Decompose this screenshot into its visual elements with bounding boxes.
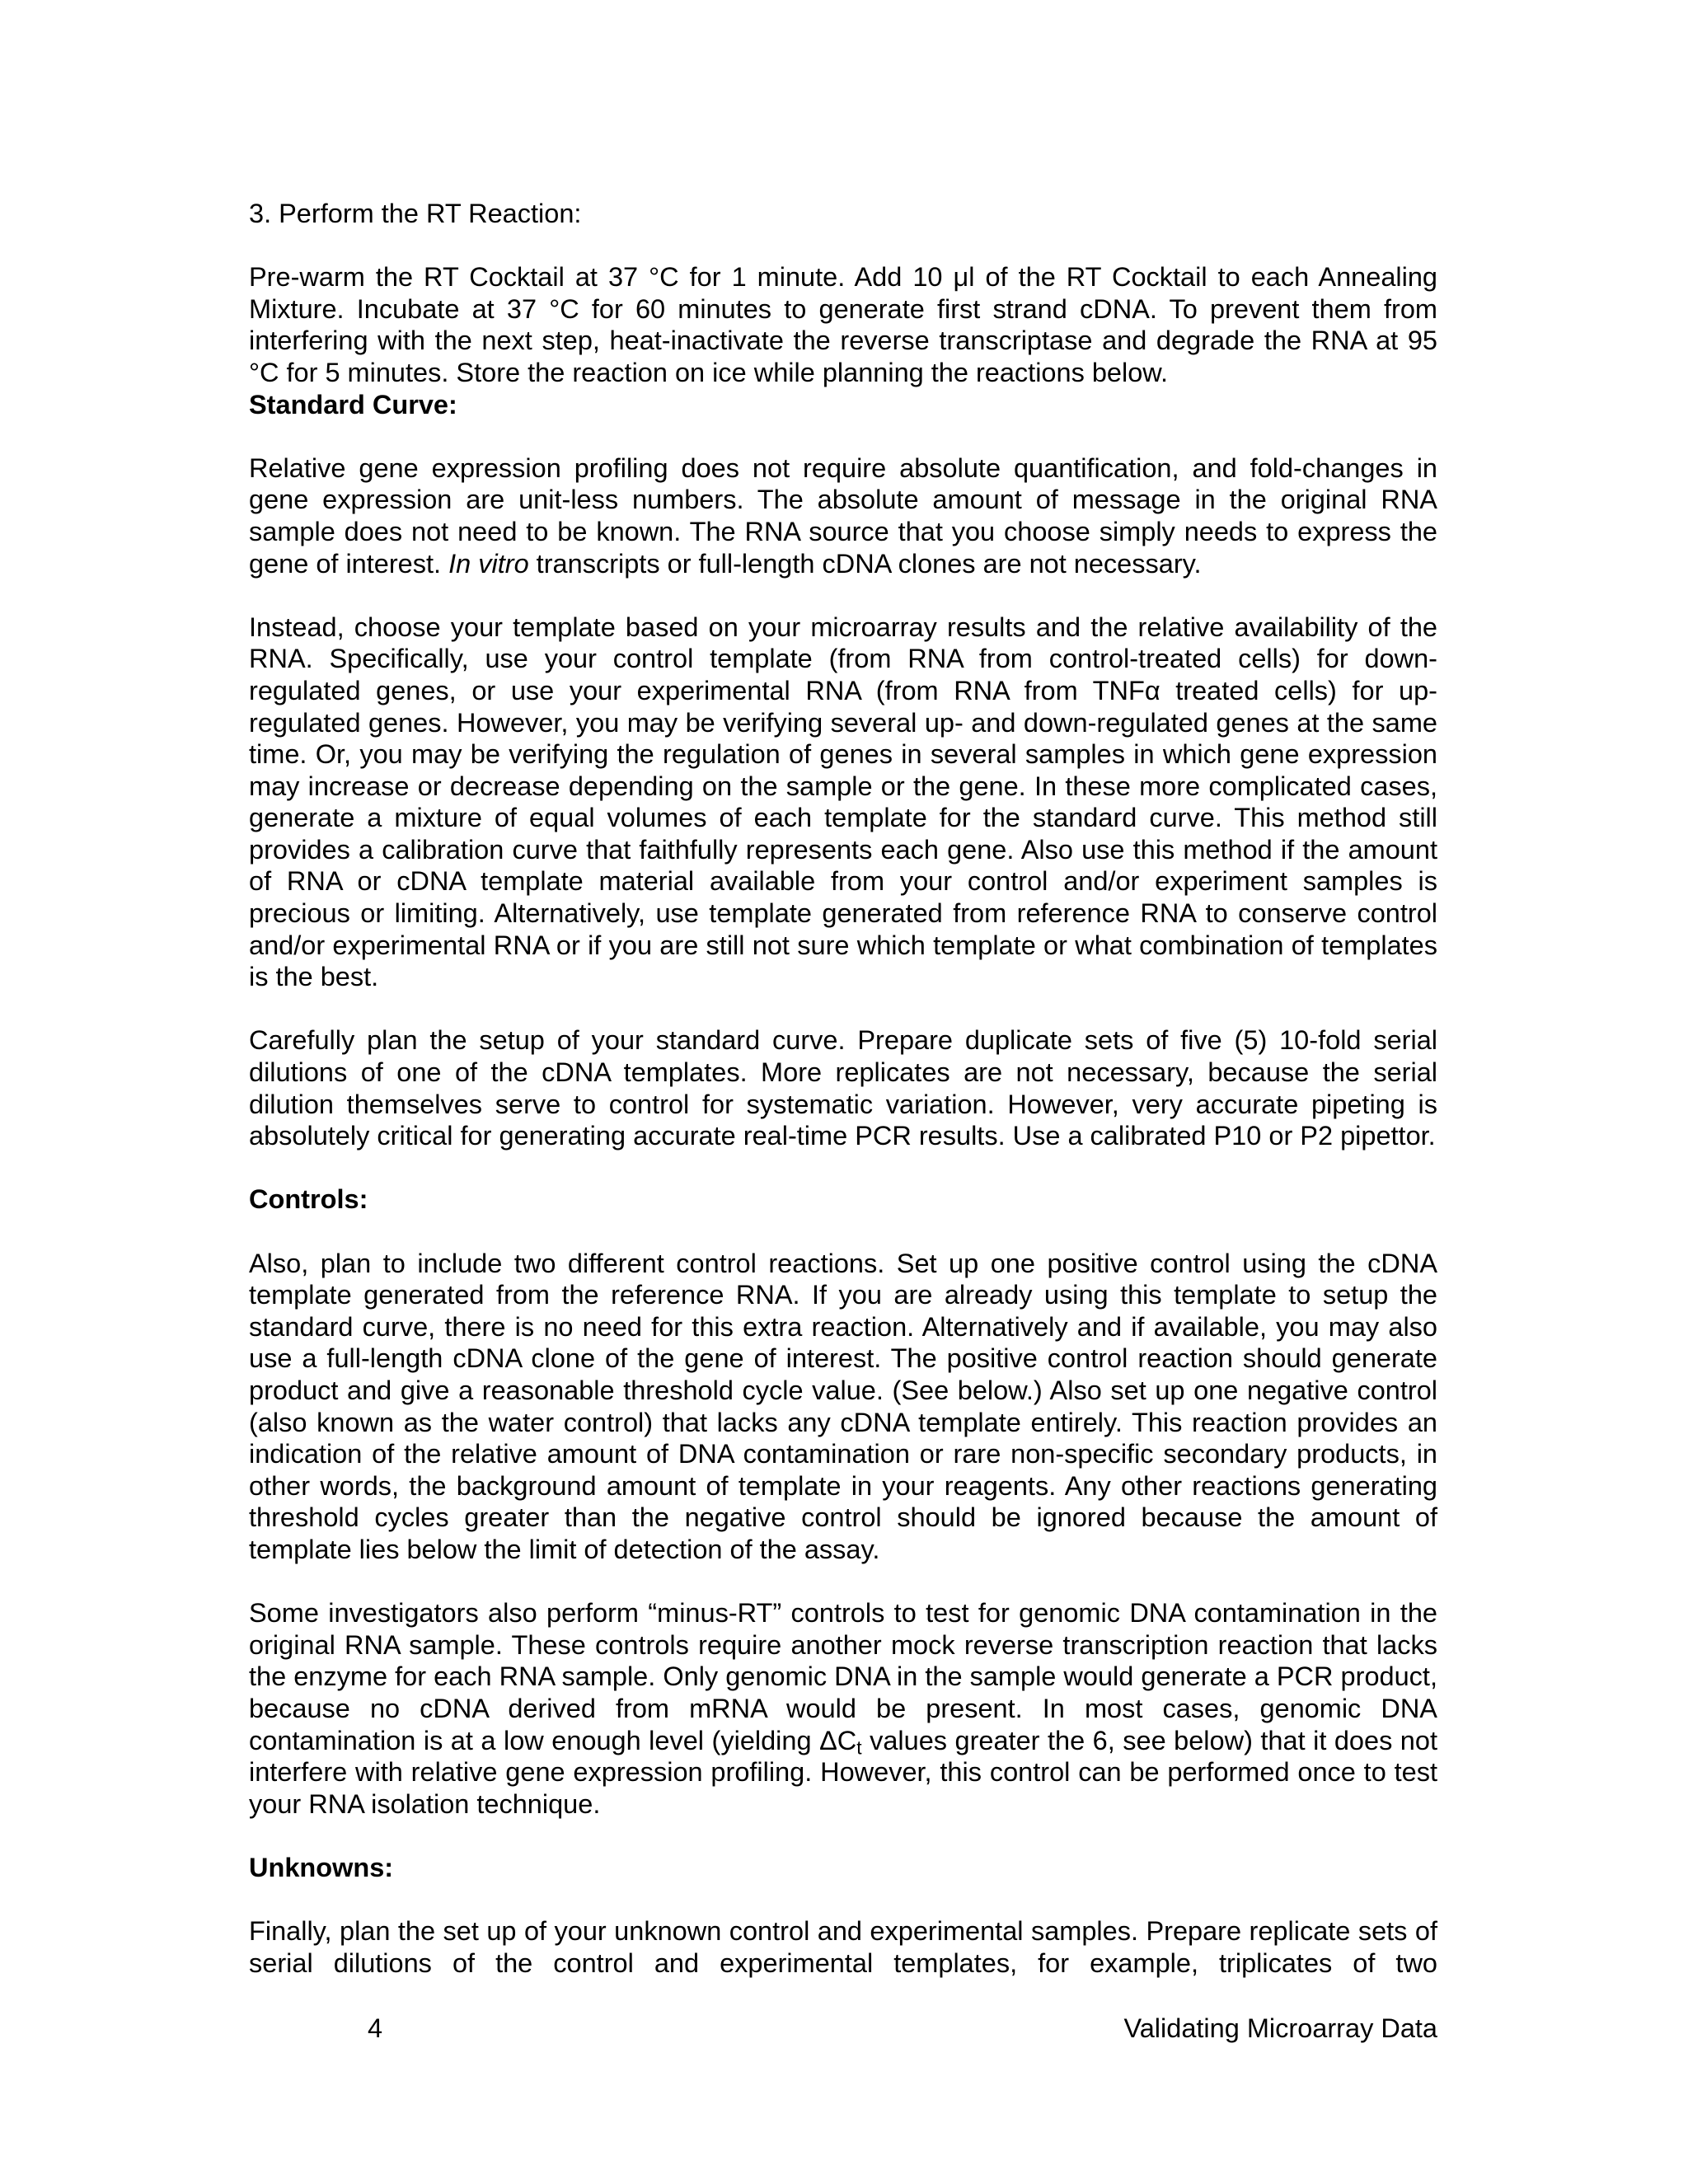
controls-paragraph-2 bbox=[249, 1597, 1437, 1820]
standard-curve-p1-tail: transcripts or full-length cDNA clones are not necessary. bbox=[528, 548, 1202, 579]
unknowns-paragraph-1: Finally, plan the set up of your unknown control and experimental samples. Prepare replicate sets of serial dilutions of the control and experimental templates, for example, triplicates of two bbox=[249, 1916, 1437, 1978]
controls-p2-text: Some investigators also perform “minus-RT” controls to test for genomic DNA contamination in the original RNA sample. These controls require another mock reverse transcription reaction that lacks the enzyme for each RNA sample. Only genomic DNA in the sample would generate a PCR product, because no cDNA derived from mRNA would be present. In most cases, genomic DNA contamination is at a low enough level (yielding bbox=[249, 1598, 1437, 1755]
page-body bbox=[249, 198, 1437, 1979]
in-vitro-italic: In vitro bbox=[448, 548, 529, 579]
unknowns-heading: Unknowns: bbox=[249, 1852, 394, 1882]
rt-reaction-paragraph: Pre-warm the RT Cocktail at 37 °C for 1 minute. Add 10 μl of the RT Cocktail to each Annealing Mixture. Incubate at 37 °C for 60 minutes to generate first strand cDNA. To prevent them from interfering with the next step, heat-inactivate the reverse transcriptase and degrade the RNA at 95 °C for 5 minutes. Store the reaction on ice while planning the reactions below. bbox=[249, 262, 1437, 387]
standard-curve-paragraph-3: Carefully plan the setup of your standard curve. Prepare duplicate sets of five (5) 10-fold serial dilutions of one of the cDNA templates. More replicates are not necessary, because the serial dilution themselves serve to control for systematic variation. However, very accurate pipeting is absolutely critical for generating accurate real-time PCR results. Use a calibrated P10 or P2 pipettor. bbox=[249, 1025, 1437, 1151]
delta-ct-subscript: t bbox=[856, 1736, 862, 1759]
delta-ct-symbol: ΔC bbox=[819, 1725, 857, 1755]
standard-curve-p1-text: Relative gene expression profiling does not require absolute quantification, and fold-changes in gene expression are unit-less numbers. The absolute amount of message in the original RNA sample does not need to be known. The RNA source that you choose simply needs to express the gene of interest. bbox=[249, 452, 1437, 579]
standard-curve-paragraph-2: Instead, choose your template based on your microarray results and the relative availability of the RNA. Specifically, use your control template (from RNA from control-treated cells) for down-regulated genes, or use your experimental RNA (from RNA from TNFα treated cells) for up-regulated genes. However, you may be verifying several up- and down-regulated genes at the same time. Or, you may be verifying the regulation of genes in several samples in which gene expression may increase or decrease depending on the sample or the gene. In these more complicated cases, generate a mixture of equal volumes of each template for the standard curve. This method still provides a calibration curve that faithfully represents each gene. Also use this method if the amount of RNA or cDNA template material available from your control and/or experiment samples is precious or limiting. Alternatively, use template generated from reference RNA to conserve control and/or experimental RNA or if you are still not sure which template or what combination of templates is the best. bbox=[249, 612, 1437, 992]
standard-curve-heading: Standard Curve: bbox=[249, 389, 457, 419]
section-title: 3. Perform the RT Reaction: bbox=[249, 199, 582, 228]
controls-paragraph-1: Also, plan to include two different control reactions. Set up one positive control using the cDNA template generated from the reference RNA. If you are already using this template to setup the standard curve, there is no need for this extra reaction. Alternatively and if available, you may also use a full-length cDNA clone of the gene of interest. The positive control reaction should generate product and give a reasonable threshold cycle value. (See below.) Also set up one negative control (also known as the water control) that lacks any cDNA template entirely. This reaction provides an indication of the relative amount of DNA contamination or rare non-specific secondary products, in other words, the background amount of template in your reagents. Any other reactions generating threshold cycles greater than the negative control should be ignored because the amount of template lies below the limit of detection of the assay. bbox=[249, 1248, 1437, 1564]
standard-curve-paragraph-1 bbox=[249, 452, 1437, 579]
page-footer bbox=[249, 2013, 1437, 2046]
controls-heading: Controls: bbox=[249, 1184, 368, 1215]
page-number: 4 bbox=[368, 2013, 383, 2043]
controls-p2-tail: values greater the 6, see below) that it does not interfere with relative gene expression profiling. However, this control can be performed once to test your RNA isolation technique. bbox=[249, 1725, 1437, 1819]
running-title: Validating Microarray Data bbox=[1123, 2013, 1437, 2043]
